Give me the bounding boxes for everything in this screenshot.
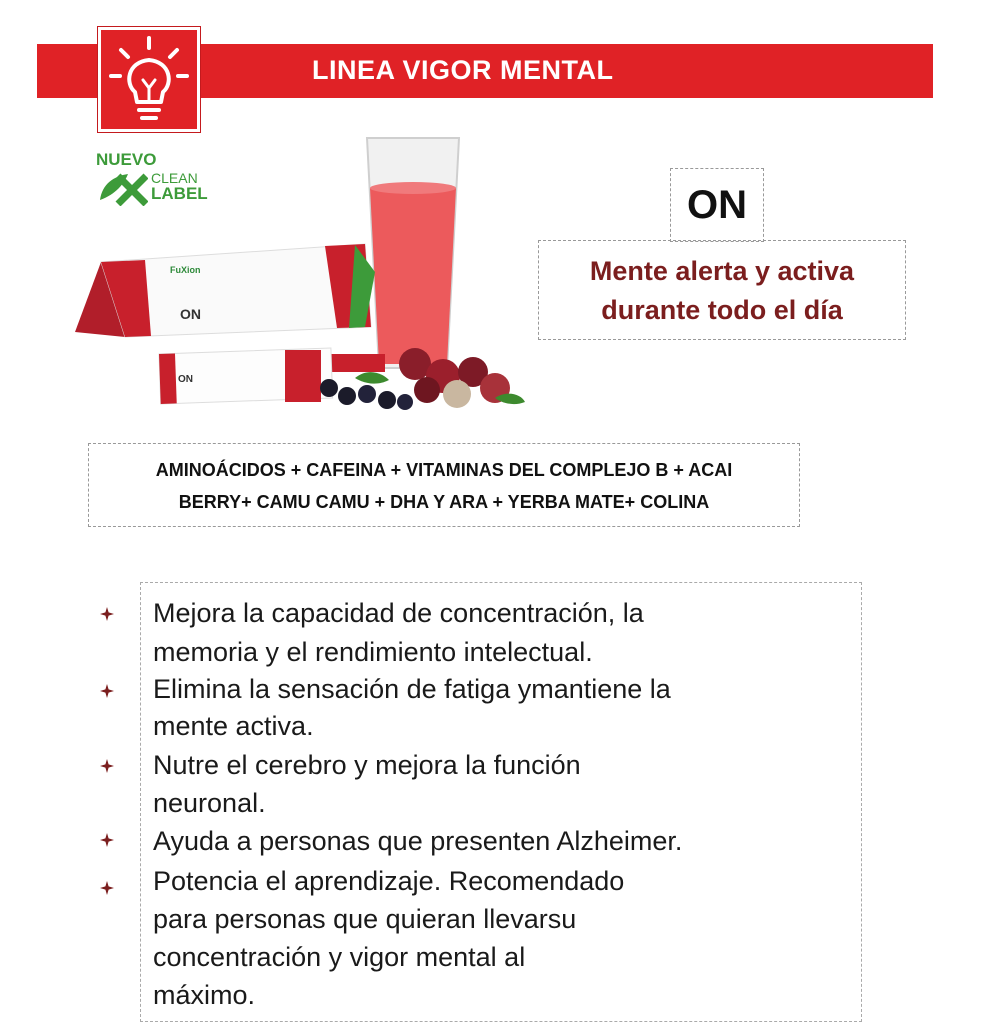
bullet-icon — [100, 833, 114, 847]
bullet-icon — [100, 684, 114, 698]
lightbulb-icon — [98, 27, 200, 132]
tagline-box — [538, 240, 906, 340]
benefit-5-line-4: máximo. — [153, 980, 256, 1010]
benefit-2-line-2: mente activa. — [153, 711, 314, 741]
badge-label: LABEL — [151, 184, 208, 203]
page-title: LINEA VIGOR MENTAL — [312, 55, 614, 85]
bullet-icon — [100, 607, 114, 621]
benefit-1-line-2: memoria y el rendimiento intelectual. — [153, 637, 593, 667]
bullet-icon — [100, 881, 114, 895]
benefit-3-line-1: Nutre el cerebro y mejora la función — [153, 750, 581, 780]
box-brand: FuXion — [170, 265, 201, 275]
ingredients-line-2: BERRY+ CAMU CAMU + DHA Y ARA + YERBA MATE+ COLINA — [178, 492, 710, 512]
ingredients-line-1: AMINOÁCIDOS + CAFEINA + VITAMINAS DEL COMPLEJO B + ACAI — [155, 460, 733, 480]
product-name: ON — [687, 183, 747, 227]
tagline-line-2: durante todo el día — [601, 295, 843, 325]
benefit-5-line-1: Potencia el aprendizaje. Recomendado — [153, 866, 625, 896]
ingredients-box — [88, 443, 800, 527]
benefit-5-line-2: para personas que quieran llevarsu — [153, 904, 577, 934]
product-image — [75, 132, 535, 417]
tagline-line-1: Mente alerta y activa — [589, 256, 855, 286]
benefit-5-line-3: concentración y vigor mental al — [153, 942, 526, 972]
badge-nuevo: NUEVO — [96, 150, 157, 169]
benefit-4-line-1: Ayuda a personas que presenten Alzheimer. — [153, 826, 683, 856]
benefit-1-line-1: Mejora la capacidad de concentración, la — [153, 598, 644, 628]
sachet-product-name: ON — [178, 374, 193, 385]
badge-clean: CLEAN — [151, 170, 198, 186]
product-name-box — [670, 168, 764, 242]
box-product-name: ON — [180, 306, 201, 322]
bullet-icon — [100, 759, 114, 773]
benefit-3-line-2: neuronal. — [153, 788, 266, 818]
benefit-2-line-1: Elimina la sensación de fatiga ymantiene la — [153, 674, 671, 704]
